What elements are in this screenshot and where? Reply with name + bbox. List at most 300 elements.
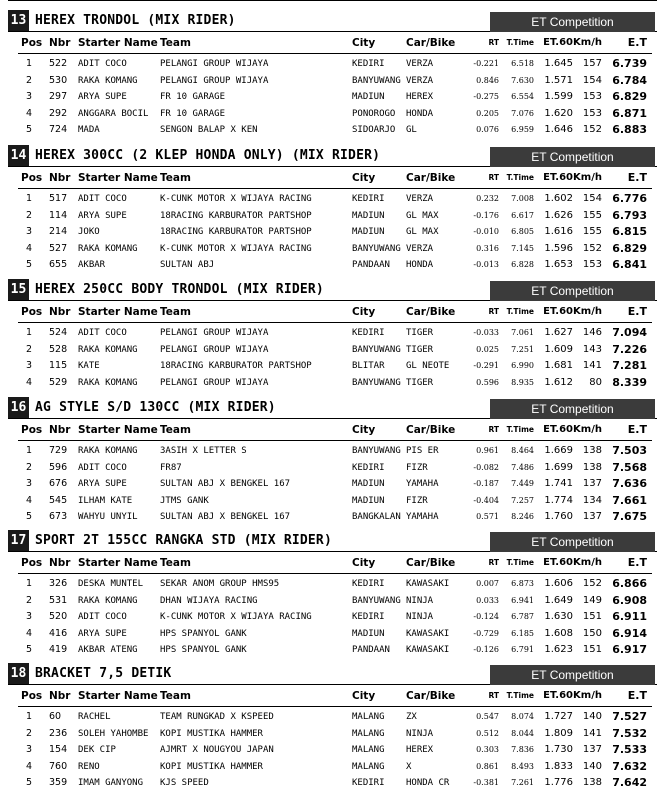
table-row	[0, 122, 657, 139]
cell-nbr: 292	[49, 107, 68, 119]
column-header-team: Team	[160, 690, 191, 702]
cell-car: FIZR	[406, 495, 428, 506]
column-header-city: City	[352, 690, 376, 702]
class-header	[8, 530, 657, 552]
cell-kmh: 154	[582, 193, 602, 204]
cell-et: 7.661	[612, 493, 647, 507]
cell-nbr: 419	[49, 644, 68, 656]
cell-nbr: 520	[49, 611, 68, 623]
cell-city: BANGKALAN	[352, 512, 401, 523]
class-number: 16	[8, 397, 29, 419]
class-title: AG STYLE S/D 130CC (MIX RIDER)	[35, 400, 276, 415]
cell-rt: -0.013	[473, 260, 499, 270]
column-header-pos: Pos	[21, 172, 43, 184]
cell-et: 6.841	[612, 258, 647, 272]
cell-starter: WAHYU UNYIL	[78, 512, 138, 523]
cell-ttime: 7.257	[511, 495, 534, 505]
cell-starter: ARYA SUPE	[78, 92, 127, 103]
column-header-kmh: Km/h	[573, 557, 602, 568]
cell-team: HPS SPANYOL GANK	[160, 628, 247, 639]
cell-pos: 2	[26, 727, 33, 739]
cell-pos: 5	[26, 644, 33, 656]
cell-car: HONDA CR	[406, 778, 450, 789]
cell-et60: 1.741	[544, 478, 573, 490]
cell-team: SULTAN ABJ	[160, 260, 215, 271]
column-header-kmh: Km/h	[573, 690, 602, 701]
column-header-car: Car/Bike	[406, 37, 456, 49]
cell-starter: ADIT COCO	[78, 612, 127, 623]
class-number: 13	[8, 10, 29, 32]
table-row	[0, 759, 657, 776]
cell-car: TIGER	[406, 344, 434, 355]
cell-rt: -0.187	[473, 479, 499, 489]
cell-et60: 1.809	[544, 727, 573, 739]
results-table	[0, 325, 657, 391]
cell-et60: 1.645	[544, 58, 573, 69]
cell-kmh: 155	[582, 226, 602, 238]
cell-pos: 1	[26, 578, 33, 589]
cell-rt: 0.232	[476, 194, 499, 203]
cell-et: 7.642	[612, 776, 647, 790]
cell-rt: 0.303	[476, 745, 499, 755]
cell-nbr: 545	[49, 494, 68, 506]
column-header-starter: Starter Name	[78, 690, 158, 702]
column-divider	[18, 188, 652, 189]
table-row	[0, 476, 657, 493]
cell-kmh: 146	[582, 327, 602, 338]
cell-rt: 0.596	[476, 377, 499, 387]
column-header-et: E.T	[627, 556, 647, 569]
cell-city: BANYUWANG	[352, 75, 401, 86]
cell-et: 7.281	[612, 359, 647, 373]
column-header-kmh: Km/h	[573, 424, 602, 435]
class-header	[8, 10, 657, 32]
column-header-rt: RT	[488, 38, 499, 47]
cell-ttime: 6.518	[511, 59, 534, 68]
cell-starter: IMAM GANYONG	[78, 778, 144, 789]
cell-et: 6.908	[612, 593, 647, 607]
cell-car: VERZA	[406, 59, 434, 69]
cell-nbr: 359	[49, 777, 68, 789]
cell-team: TEAM RUNGKAD X KSPEED	[160, 712, 274, 722]
table-row	[0, 191, 657, 208]
cell-car: TIGER	[406, 377, 434, 388]
cell-team: FR 10 GARAGE	[160, 92, 226, 103]
cell-kmh: 138	[582, 461, 602, 473]
cell-starter: ANGGARA BOCIL	[78, 108, 149, 119]
cell-city: KEDIRI	[352, 328, 385, 338]
table-row	[0, 375, 657, 392]
class-section	[0, 279, 657, 413]
cell-starter: DEK CIP	[78, 745, 116, 756]
column-header-nbr: Nbr	[49, 172, 71, 184]
cell-car: YAMAHA	[406, 479, 439, 490]
cell-pos: 3	[26, 360, 33, 372]
cell-car: KAWASAKI	[406, 628, 450, 639]
cell-kmh: 141	[582, 727, 602, 739]
cell-city: PANDAAN	[352, 645, 390, 656]
cell-starter: AKBAR ATENG	[78, 645, 138, 656]
cell-car: FIZR	[406, 462, 428, 473]
cell-team: 18RACING KARBURATOR PARTSHOP	[160, 210, 312, 221]
cell-et60: 1.760	[544, 511, 573, 523]
cell-city: KEDIRI	[352, 778, 385, 789]
cell-et60: 1.774	[544, 494, 573, 506]
cell-starter: RENO	[78, 761, 100, 772]
cell-team: KJS SPEED	[160, 778, 209, 789]
column-header-nbr: Nbr	[49, 424, 71, 436]
class-title: BRACKET 7,5 DETIK	[35, 666, 172, 681]
cell-starter: RAKA KOMANG	[78, 344, 138, 355]
competition-badge: ET Competition	[490, 147, 655, 167]
column-header-city: City	[352, 557, 376, 569]
cell-pos: 3	[26, 478, 33, 490]
cell-nbr: 154	[49, 744, 68, 756]
results-table	[0, 443, 657, 526]
cell-et60: 1.571	[544, 74, 573, 86]
cell-pos: 1	[26, 711, 33, 722]
column-header-et: E.T	[627, 36, 647, 49]
cell-rt: 0.961	[476, 446, 499, 455]
cell-car: KAWASAKI	[406, 645, 450, 656]
cell-et60: 1.681	[544, 360, 573, 372]
cell-ttime: 8.935	[511, 377, 534, 387]
column-header-rt: RT	[488, 173, 499, 182]
cell-rt: -0.176	[473, 210, 499, 220]
cell-et60: 1.609	[544, 343, 573, 355]
cell-city: BANYUWANG	[352, 595, 401, 606]
column-header-et60: ET.60	[543, 690, 573, 701]
cell-ttime: 6.787	[511, 612, 534, 622]
column-header-et: E.T	[627, 689, 647, 702]
cell-rt: -0.082	[473, 462, 499, 472]
cell-team: PELANGI GROUP WIJAYA	[160, 344, 269, 355]
column-divider	[18, 53, 652, 54]
cell-starter: RAKA KOMANG	[78, 595, 138, 606]
cell-et: 7.632	[612, 759, 647, 773]
cell-city: KEDIRI	[352, 612, 385, 623]
column-headers	[0, 34, 657, 52]
cell-pos: 2	[26, 74, 33, 86]
column-header-ttime: T.Time	[506, 691, 534, 700]
cell-ttime: 8.074	[511, 712, 534, 721]
cell-nbr: 528	[49, 343, 68, 355]
cell-nbr: 527	[49, 242, 68, 254]
column-header-kmh: Km/h	[573, 172, 602, 183]
cell-car: VERZA	[406, 194, 434, 204]
cell-et: 7.527	[612, 710, 647, 723]
cell-et60: 1.653	[544, 259, 573, 271]
cell-rt: -0.381	[473, 778, 499, 788]
cell-kmh: 155	[582, 209, 602, 221]
cell-ttime: 7.630	[511, 75, 534, 85]
cell-et: 7.226	[612, 342, 647, 356]
class-number: 15	[8, 279, 29, 301]
cell-ttime: 7.076	[511, 108, 534, 118]
cell-starter: ADIT COCO	[78, 328, 127, 338]
cell-pos: 2	[26, 343, 33, 355]
column-header-ttime: T.Time	[506, 307, 534, 316]
cell-et: 7.503	[612, 444, 647, 457]
cell-rt: -0.404	[473, 495, 499, 505]
column-header-starter: Starter Name	[78, 306, 158, 318]
cell-et60: 1.649	[544, 594, 573, 606]
cell-pos: 1	[26, 58, 33, 69]
cell-pos: 3	[26, 226, 33, 238]
cell-et: 7.532	[612, 726, 647, 740]
class-header	[8, 279, 657, 301]
cell-nbr: 673	[49, 511, 68, 523]
table-row	[0, 576, 657, 593]
cell-team: FR 10 GARAGE	[160, 108, 226, 119]
cell-rt: 0.025	[476, 344, 499, 354]
cell-team: SEKAR ANOM GROUP HMS95	[160, 579, 280, 589]
cell-et60: 1.612	[544, 376, 573, 388]
table-row	[0, 257, 657, 274]
column-header-rt: RT	[488, 307, 499, 316]
cell-ttime: 7.251	[511, 344, 534, 354]
cell-kmh: 153	[582, 259, 602, 271]
column-header-starter: Starter Name	[78, 424, 158, 436]
cell-car: HONDA	[406, 108, 434, 119]
cell-starter: RAKA KOMANG	[78, 243, 138, 254]
cell-car: X	[406, 761, 412, 772]
cell-city: MADIUN	[352, 479, 385, 490]
cell-nbr: 236	[49, 727, 68, 739]
cell-car: GL MAX	[406, 210, 439, 221]
cell-et60: 1.616	[544, 226, 573, 238]
cell-city: KEDIRI	[352, 462, 385, 473]
cell-city: SIDOARJO	[352, 125, 396, 136]
column-header-et60: ET.60	[543, 557, 573, 568]
cell-nbr: 530	[49, 74, 68, 86]
cell-et60: 1.669	[544, 445, 573, 456]
cell-team: SULTAN ABJ X BENGKEL 167	[160, 479, 291, 490]
column-header-pos: Pos	[21, 37, 43, 49]
cell-starter: RAKA KOMANG	[78, 446, 138, 456]
column-header-rt: RT	[488, 425, 499, 434]
cell-nbr: 676	[49, 478, 68, 490]
cell-car: GL NEOTE	[406, 361, 450, 372]
cell-pos: 2	[26, 594, 33, 606]
column-header-pos: Pos	[21, 690, 43, 702]
class-section	[0, 397, 657, 531]
cell-pos: 3	[26, 744, 33, 756]
table-row	[0, 106, 657, 123]
cell-starter: RACHEL	[78, 712, 111, 722]
cell-city: BANYUWANG	[352, 243, 401, 254]
cell-et60: 1.833	[544, 760, 573, 772]
table-row	[0, 493, 657, 510]
class-title: SPORT 2T 155CC RANGKA STD (MIX RIDER)	[35, 533, 332, 548]
cell-et60: 1.602	[544, 193, 573, 204]
results-table	[0, 191, 657, 274]
cell-starter: ADIT COCO	[78, 194, 127, 204]
column-header-et: E.T	[627, 305, 647, 318]
table-row	[0, 709, 657, 726]
cell-rt: 0.861	[476, 761, 499, 771]
cell-ttime: 6.617	[511, 210, 534, 220]
cell-kmh: 137	[582, 744, 602, 756]
cell-et: 6.776	[612, 192, 647, 205]
cell-pos: 3	[26, 611, 33, 623]
table-row	[0, 609, 657, 626]
column-headers	[0, 169, 657, 187]
cell-city: MADIUN	[352, 495, 385, 506]
cell-team: K-CUNK MOTOR X WIJAYA RACING	[160, 243, 312, 254]
competition-badge: ET Competition	[490, 665, 655, 685]
cell-rt: 0.205	[476, 108, 499, 118]
cell-pos: 4	[26, 242, 33, 254]
class-section	[0, 663, 657, 797]
cell-et: 6.793	[612, 208, 647, 222]
cell-starter: RAKA KOMANG	[78, 75, 138, 86]
cell-pos: 1	[26, 193, 33, 204]
cell-pos: 2	[26, 461, 33, 473]
table-row	[0, 224, 657, 241]
table-row	[0, 593, 657, 610]
cell-pos: 1	[26, 445, 33, 456]
column-header-starter: Starter Name	[78, 557, 158, 569]
cell-city: MALANG	[352, 728, 385, 739]
cell-nbr: 214	[49, 226, 68, 238]
cell-rt: 0.076	[476, 125, 499, 135]
cell-rt: 0.316	[476, 243, 499, 253]
cell-pos: 4	[26, 494, 33, 506]
table-row	[0, 325, 657, 342]
cell-city: MADIUN	[352, 92, 385, 103]
cell-kmh: 138	[582, 777, 602, 789]
cell-team: DHAN WIJAYA RACING	[160, 595, 258, 606]
cell-ttime: 8.493	[511, 761, 534, 771]
cell-rt: -0.033	[473, 328, 499, 337]
cell-nbr: 522	[49, 58, 68, 69]
cell-team: K-CUNK MOTOR X WIJAYA RACING	[160, 194, 312, 204]
cell-team: K-CUNK MOTOR X WIJAYA RACING	[160, 612, 312, 623]
cell-pos: 3	[26, 91, 33, 103]
cell-rt: 0.846	[476, 75, 499, 85]
cell-ttime: 7.486	[511, 462, 534, 472]
column-header-et60: ET.60	[543, 424, 573, 435]
cell-et: 6.784	[612, 73, 647, 87]
cell-rt: -0.291	[473, 361, 499, 371]
table-row	[0, 208, 657, 225]
cell-rt: 0.033	[476, 595, 499, 605]
competition-badge: ET Competition	[490, 12, 655, 32]
cell-ttime: 6.990	[511, 361, 534, 371]
cell-ttime: 7.008	[511, 194, 534, 203]
results-table	[0, 576, 657, 659]
cell-nbr: 529	[49, 376, 68, 388]
column-header-starter: Starter Name	[78, 172, 158, 184]
cell-car: NINJA	[406, 612, 434, 623]
cell-starter: ADIT COCO	[78, 59, 127, 69]
cell-ttime: 6.185	[511, 628, 534, 638]
column-header-city: City	[352, 37, 376, 49]
results-table	[0, 709, 657, 792]
column-header-kmh: Km/h	[573, 306, 602, 317]
cell-ttime: 6.941	[511, 595, 534, 605]
cell-et60: 1.727	[544, 711, 573, 722]
cell-kmh: 157	[582, 58, 602, 69]
column-header-ttime: T.Time	[506, 425, 534, 434]
cell-pos: 2	[26, 209, 33, 221]
class-header	[8, 663, 657, 685]
table-row	[0, 443, 657, 460]
cell-kmh: 150	[582, 627, 602, 639]
cell-et60: 1.620	[544, 107, 573, 119]
cell-city: MALANG	[352, 712, 385, 722]
cell-nbr: 724	[49, 124, 68, 136]
table-row	[0, 241, 657, 258]
cell-kmh: 137	[582, 478, 602, 490]
cell-city: BANYUWANG	[352, 344, 401, 355]
cell-kmh: 154	[582, 74, 602, 86]
cell-pos: 5	[26, 259, 33, 271]
class-section	[0, 10, 657, 144]
column-header-pos: Pos	[21, 306, 43, 318]
cell-rt: -0.275	[473, 92, 499, 102]
column-header-ttime: T.Time	[506, 38, 534, 47]
cell-ttime: 6.554	[511, 92, 534, 102]
cell-et: 6.871	[612, 106, 647, 120]
cell-pos: 4	[26, 627, 33, 639]
cell-car: HEREX	[406, 92, 434, 103]
cell-team: HPS SPANYOL GANK	[160, 645, 247, 656]
cell-team: 18RACING KARBURATOR PARTSHOP	[160, 361, 312, 372]
cell-kmh: 138	[582, 445, 602, 456]
cell-rt: -0.729	[473, 628, 499, 638]
cell-city: KEDIRI	[352, 194, 385, 204]
cell-kmh: 141	[582, 360, 602, 372]
cell-et: 6.829	[612, 241, 647, 255]
cell-car: HEREX	[406, 745, 434, 756]
class-section	[0, 530, 657, 664]
cell-car: VERZA	[406, 75, 434, 86]
cell-kmh: 151	[582, 644, 602, 656]
table-row	[0, 742, 657, 759]
cell-car: TIGER	[406, 328, 434, 338]
cell-rt: -0.010	[473, 227, 499, 237]
cell-starter: ARYA SUPE	[78, 210, 127, 221]
cell-kmh: 143	[582, 343, 602, 355]
cell-et: 6.815	[612, 225, 647, 239]
cell-et60: 1.730	[544, 744, 573, 756]
competition-badge: ET Competition	[490, 532, 655, 552]
cell-et60: 1.646	[544, 124, 573, 136]
column-header-et60: ET.60	[543, 306, 573, 317]
cell-kmh: 149	[582, 594, 602, 606]
cell-team: PELANGI GROUP WIJAYA	[160, 377, 269, 388]
cell-et60: 1.699	[544, 461, 573, 473]
table-row	[0, 460, 657, 477]
cell-et: 6.917	[612, 643, 647, 657]
cell-team: SENGON BALAP X KEN	[160, 125, 258, 136]
column-header-et60: ET.60	[543, 37, 573, 48]
cell-city: MALANG	[352, 745, 385, 756]
column-header-team: Team	[160, 424, 191, 436]
cell-pos: 5	[26, 777, 33, 789]
cell-team: 18RACING KARBURATOR PARTSHOP	[160, 227, 312, 238]
cell-car: NINJA	[406, 595, 434, 606]
cell-et: 8.339	[612, 375, 647, 389]
class-title: HEREX TRONDOL (MIX RIDER)	[35, 13, 236, 28]
column-header-ttime: T.Time	[506, 173, 534, 182]
cell-city: PONOROGO	[352, 108, 396, 119]
cell-car: VERZA	[406, 243, 434, 254]
cell-team: PELANGI GROUP WIJAYA	[160, 59, 269, 69]
cell-starter: DESKA MUNTEL	[78, 579, 144, 589]
